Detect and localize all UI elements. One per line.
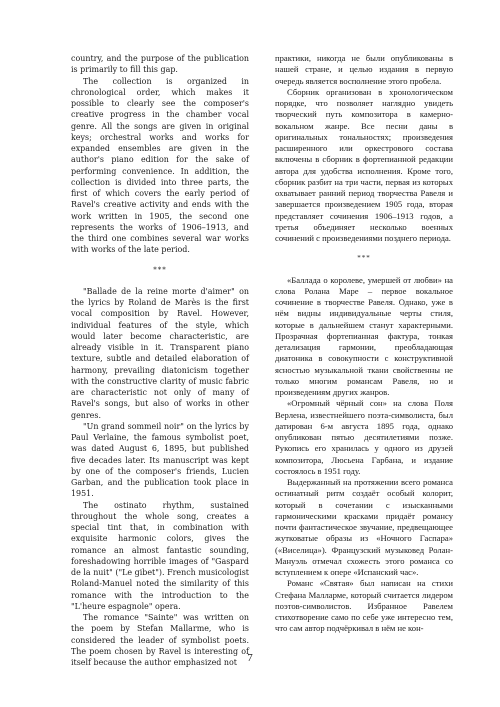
section-separator: *** (357, 254, 371, 263)
paragraph-collection: Сборник организован в хронологическом порядке, что позволяет наглядно увидеть творческий путь композитора в камерно-вокальном жанре. Все песни даны в оригинальных тональностях; произведения расширенного или оркестрового состава включены в сборник в фортепианной редакции автора для удобства исполнения. Кроме того, сборник разбит на три части, первая из которых охватывает ранний период творчества Равеля и завершается произведением 1905 года, вторая представляет сочинения 1906–1913 годов, а третья объединяет несколько военных сочинений с произведениями позднего периода. (275, 86, 453, 243)
paragraph-collection: The collection is organized in chronological order, which makes it possible to clearly see the composer's creative progress in the chamber vocal genre. All the songs are given in original keys; orchestral works and works for expanded ensembles are given in the author's piano edition for the sake of performing convenience. In addition, the collection is divided into three parts, the first of which covers the early period of Ravel's creative activity and ends with the work written in 1905, the second one represents the works of 1906–1913, and the third one combines several war works with works of the late period. (71, 76, 249, 255)
paragraph-ballade: «Баллада о королеве, умершей от любви» на слова Ролана Маре – первое вокальное сочинение в творчестве Равеля. Однако, уже в нём видны индивидуальные черты стиля, которые в дальнейшем станут характерными. Прозрачная фортепианная фактура, тонкая детализация гармонии, преобладающая диатоника в совокупности с конструктивной ясностью музыкальной ткани свойственны не только многим романсам Равеля, но и произведениям других жанров. (275, 274, 453, 397)
paragraph-sainte: Романс «Святая» был написан на стихи Стефана Малларме, который считается лидером поэтов-символистов. Избранное Равелем стихотворение само по себе уже интересно тем, что сам автор подчёркивал в нём не кон- (275, 578, 453, 634)
paragraph-ostinato: Выдержанный на протяжении всего романса остинатный ритм создаёт особый колорит, который в сочетании с изысканными гармоническими красками придаёт романсу почти фантастическое звучание, предвещающее жутковатые образы из «Ночного Гаспара» («Виселица»). Французский музыковед Ролан-Мануэль отмечал схожесть этого романса со вступлением к опере «Испанский час». (275, 477, 453, 577)
paragraph-sainte: The romance "Sainte" was written on the poem by Stefan Mallarme, who is considered the leader of symbolist poets. The poem chosen by Ravel is interesting of itself because the author emphasized not (71, 613, 249, 667)
paragraph-intro-continued: практики, никогда не были опубликованы в нашей стране, и целью издания в первую очередь является восполнение этого пробела. (275, 53, 453, 86)
page-number: 7 (247, 652, 253, 664)
paragraph-grand-sommeil: "Un grand sommeil noir" on the lyrics by Paul Verlaine, the famous symbolist poet, was dated August 6, 1895, but published five decades later. Its manuscript was kept by one of the composer's friends, Lucien Garban, and the publication took place in 1951. (71, 421, 249, 499)
paragraph-ballade: "Ballade de la reine morte d'aimer" on the lyrics by Roland de Marès is the first vocal composition by Ravel. However, individual features of the style, which would later become characteristic, are already visible in it. Transparent piano texture, subtle and detailed elaboration of harmony, prevailing diatonicism together with the constructive clarity of music fabric are characteristic not only of many of Ravel's songs, but also of works in other genres. (71, 286, 249, 420)
section-separator: *** (153, 265, 167, 274)
paragraph-intro-continued: country, and the purpose of the publication is primarily to fill this gap. (71, 54, 249, 75)
paragraph-grand-sommeil: «Огромный чёрный сон» на слова Поля Верлена, известнейшего поэта-символиста, был датирован 6-м августа 1895 года, однако опубликован пятью десятилетиями позже. Рукопись его хранилась у одного из друзей композитора, Люсьена Гарбана, и издание состоялось в 1951 году. (275, 398, 453, 476)
paragraph-ostinato: The ostinato rhythm, sustained throughout the whole song, creates a special tint that, in combination with exquisite harmonic colors, gives the romance an almost fantastic sounding, foreshadowing horrible images of "Gaspard de la nuit" ("Le gibet"). French musicologist Roland-Manuel noted the similarity of this romance with the introduction to the "L'heure espagnole" opera. (71, 500, 249, 611)
russian-text-column (275, 53, 453, 635)
english-text-column (71, 53, 249, 668)
